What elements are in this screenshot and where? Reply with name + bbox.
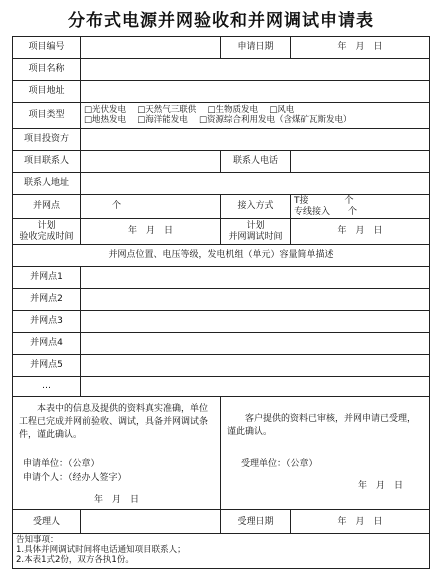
row-project-name (13, 59, 430, 81)
access-dedicated-unit: 个 (348, 206, 358, 217)
access-t-unit: 个 (344, 196, 354, 207)
project-type-options (81, 103, 430, 129)
row-grid-point (13, 267, 430, 289)
row-receipt (13, 510, 430, 534)
row-planned-times (13, 219, 430, 245)
planned-accept-label (13, 219, 81, 245)
project-name-field[interactable] (81, 59, 430, 81)
receiver-declaration (221, 397, 430, 510)
planned-debug-value[interactable]: 年 月 日 (291, 219, 430, 245)
receive-date-label: 受理日期 (221, 510, 291, 534)
notice-block (13, 534, 430, 568)
apply-date-label: 申请日期 (221, 37, 291, 59)
row-grid-point-more (13, 377, 430, 397)
row-grid-point (13, 289, 430, 311)
project-address-field[interactable] (81, 81, 430, 103)
grid-point-label: 并网点5 (13, 355, 81, 377)
notice-item-1: 1.具体并网调试时间将电话通知项目联系人； (16, 545, 186, 556)
grid-point-field[interactable] (81, 267, 430, 289)
planned-debug-label-2: 并网调试时间 (228, 231, 283, 242)
row-grid-point (13, 355, 430, 377)
row-notes (13, 534, 430, 568)
grid-point-label: 并网点4 (13, 333, 81, 355)
access-t-line (294, 196, 426, 206)
row-contact-address (13, 173, 430, 195)
investor-label: 项目投资方 (13, 129, 81, 151)
row-grid-points (13, 195, 430, 219)
grid-point-label: 并网点1 (13, 267, 81, 289)
grid-point-label: 并网点2 (13, 289, 81, 311)
type-option[interactable]: □生物质发电 (207, 104, 259, 115)
applicant-declaration (13, 397, 221, 510)
receive-date-value[interactable]: 年 月 日 (291, 510, 430, 534)
grid-point-field[interactable] (81, 311, 430, 333)
applicant-sign-block (19, 458, 214, 485)
receiver-declaration-text: 客户提供的资料已审核，并网申请已受理，谨此确认。 (227, 414, 417, 438)
row-grid-point (13, 333, 430, 355)
notice-item-2: 2.本表1式2份，双方各执1份。 (16, 555, 134, 566)
access-dedicated-label: 专线接入 (294, 206, 331, 217)
type-option[interactable]: □海洋能发电 (137, 114, 188, 125)
row-investor (13, 129, 430, 151)
grid-points-unit: 个 (112, 201, 122, 212)
grid-point-field[interactable] (81, 289, 430, 311)
receiver-field[interactable] (81, 510, 221, 534)
grid-point-more-field[interactable] (81, 377, 430, 397)
access-mode-label: 接入方式 (221, 195, 291, 219)
type-option[interactable]: □光伏发电 (84, 104, 127, 115)
grid-point-field[interactable] (81, 333, 430, 355)
form-title: 分布式电源并网验收和并网调试申请表 (68, 11, 374, 31)
planned-accept-label-2: 验收完成时间 (19, 231, 74, 242)
planned-debug-label (221, 219, 291, 245)
applicant-unit[interactable]: 申请单位：（公章） (23, 459, 100, 470)
grid-point-label: 并网点3 (13, 311, 81, 333)
row-project-address (13, 81, 430, 103)
receiver-date[interactable]: 年 月 日 (357, 481, 403, 492)
applicant-date[interactable]: 年 月 日 (93, 495, 139, 506)
contact-field[interactable] (81, 151, 221, 173)
access-mode-field[interactable] (291, 195, 430, 219)
contact-address-label: 联系人地址 (13, 173, 81, 195)
type-option[interactable]: □风电 (269, 104, 295, 115)
type-option[interactable]: □天然气三联供 (137, 104, 197, 115)
contact-address-field[interactable] (81, 173, 430, 195)
planned-accept-label-1: 计划 (37, 221, 56, 232)
desc-header: 并网点位置、电压等级，发电机组（单元）容量简单描述 (13, 245, 430, 267)
contact-phone-label: 联系人电话 (221, 151, 291, 173)
grid-point-field[interactable] (81, 355, 430, 377)
type-options-line2 (84, 116, 426, 126)
receiving-unit[interactable]: 受理单位：（公章） (241, 459, 318, 470)
access-dedicated-line (294, 207, 426, 217)
application-form-table (12, 36, 430, 569)
row-declaration (13, 397, 430, 510)
row-project-no (13, 37, 430, 59)
access-t-label: T接 (294, 196, 309, 207)
project-no-field[interactable] (81, 37, 221, 59)
project-name-label: 项目名称 (13, 59, 81, 81)
contact-phone-field[interactable] (291, 151, 430, 173)
row-grid-point (13, 311, 430, 333)
grid-point-more-label: … (13, 377, 81, 397)
receiver-label: 受理人 (13, 510, 81, 534)
type-option[interactable]: □资源综合利用发电（含煤矿瓦斯发电） (199, 114, 352, 125)
planned-accept-value[interactable]: 年 月 日 (81, 219, 221, 245)
planned-debug-label-1: 计划 (246, 221, 265, 232)
notice-heading: 告知事项： (16, 535, 59, 546)
row-contact (13, 151, 430, 173)
project-type-label: 项目类型 (13, 103, 81, 129)
apply-date-value[interactable]: 年 月 日 (291, 37, 430, 59)
investor-field[interactable] (81, 129, 430, 151)
project-no-label: 项目编号 (13, 37, 81, 59)
project-address-label: 项目地址 (13, 81, 81, 103)
grid-points-field[interactable] (81, 195, 221, 219)
row-desc-header (13, 245, 430, 267)
type-option[interactable]: □地热发电 (84, 114, 127, 125)
row-project-type (13, 103, 430, 129)
applicant-declaration-text: 本表中的信息及提供的资料真实准确，单位工程已完成并网前验收、调试，具备并网调试条件，谨此确认。 (19, 404, 209, 441)
grid-points-label: 并网点 (13, 195, 81, 219)
applicant-person[interactable]: 申请个人：（经办人签字） (23, 472, 127, 483)
contact-label: 项目联系人 (13, 151, 81, 173)
